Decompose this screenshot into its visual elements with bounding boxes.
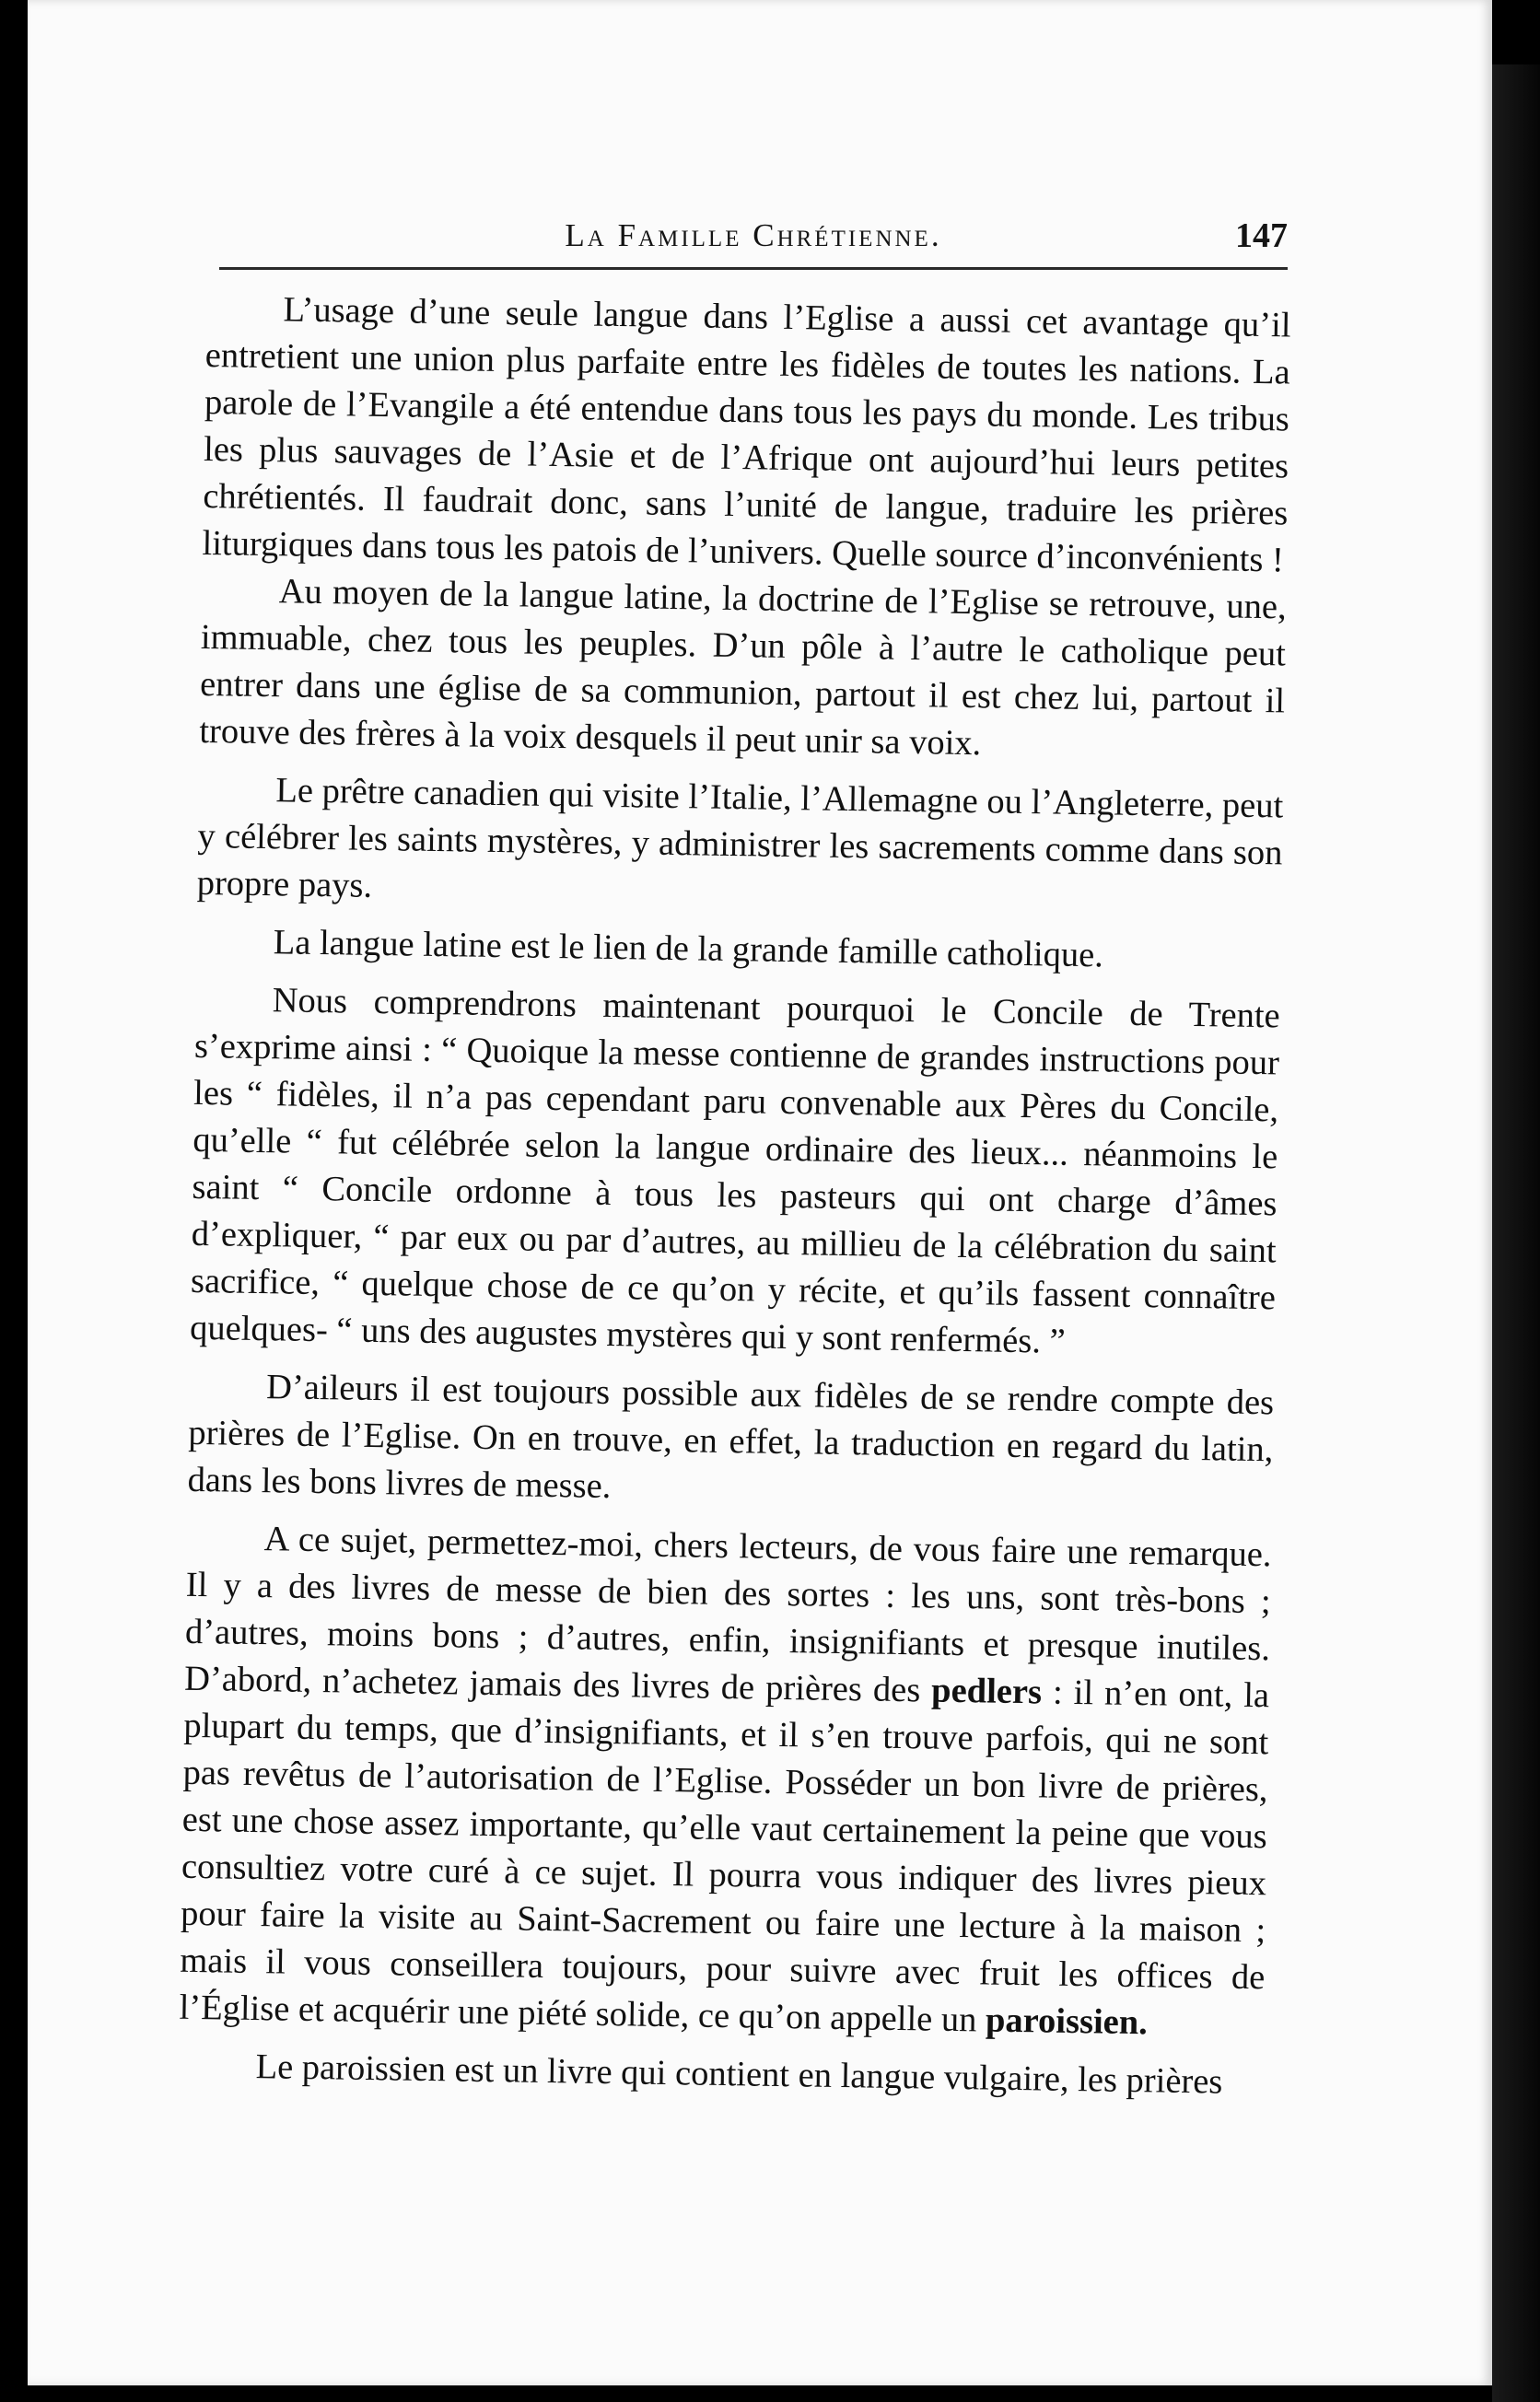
bold-word-pedlers: pedlers	[930, 1671, 1043, 1712]
paragraph-7-part-2: : il n’en ont, la plupart du temps, que d’insignifiants, et il s’en trouve parfois, qui ne sont pas revêtus de l’autorisation de l’Eglise. Posséder un bon livre de prières, est une chose assez importante, qu’elle vaut certainement la peine que vous consultiez votre curé à ce sujet. Il pourra vous indiquer des livres pieux pour faire la visite au Saint-Sacrement ou faire une lecture à la maison ; mais il vous conseillera toujours, pour suivre avec fruit les offices de l’Église et acquérir une piété solide, ce qu’on appelle un	[179, 1673, 1270, 2040]
paragraph-8: Le paroissien est un livre qui contient en langue vulgaire, les prières	[255, 2047, 1223, 2102]
paragraph-2: Au moyen de la langue latine, la doctrine de l’Eglise se retrouve, une, immuable, chez tous les peuples. D’un pôle à l’autre le catholique peut entrer dans une église de sa communion, partout il est chez lui, partout il trouve des frères à la voix desquels il peut unir sa voix.	[199, 572, 1287, 764]
body-text	[178, 286, 1291, 2106]
page-number: 147	[1235, 216, 1288, 255]
bold-word-paroissien: paroissien.	[985, 2000, 1149, 2043]
paragraph-7	[179, 1515, 1272, 2048]
paragraph-5-council-quote: Nous comprendrons maintenant pourquoi le Concile de Trente s’exprime ainsi : “ Quoique la messe contienne de grandes instructions pour les “ fidèles, il n’a pas cependant paru convenable aux Pères du Concile, qu’elle “ fut célébrée selon la langue ordinaire des lieux... néanmoins le saint “ Concile ordonne à tous les pasteurs qui ont charge d’âmes d’expliquer, “ par eux ou par d’autres, au millieu de la célébration du saint sacrifice, “ quelque chose de ce qu’on y récite, et qu’ils fassent connaître quelques- “ uns des augustes mystères qui y sont renfermés. ”	[189, 981, 1281, 1361]
paragraph-3: Le prêtre canadien qui visite l’Italie, l’Allemagne ou l’Angleterre, peut y célébrer les saints mystères, y administrer les sacrements comme dans son propre pays.	[196, 771, 1284, 905]
paragraph-4: La langue latine est le lien de la grande famille catholique.	[273, 923, 1104, 975]
paragraph-1: L’usage d’une seule langue dans l’Eglise a aussi cet avantage qu’il entretient une union plus parfaite entre les fidèles de toutes les nations. La parole de l’Evangile a été entendue dans tous les pays du monde. Les tribus les plus sauvages de l’Asie et de l’Afrique ont aujourd’hui leurs petites chrétientés. Il faudrait donc, sans l’unité de langue, traduire les prières liturgiques dans tous les patois de l’univers. Quelle source d’inconvénients !	[202, 290, 1291, 580]
running-title: La Famille Chrétienne.	[565, 217, 942, 253]
paragraph-7-part-1: A ce sujet, permettez-moi, chers lecteurs, de vous faire une remarque. Il y a des livres de messe de bien des sortes : les uns, sont très-bons ; d’autres, moins bons ; d’autres, enfin, insignifiants et presque inutiles. D’abord, n’achetez jamais des livres de prières des	[183, 1520, 1272, 1710]
paragraph-6: D’aileurs il est toujours possible aux fidèles de se rendre compte des prières de l’Eglise. On en trouve, en effet, la traduction en regard du latin, dans les bons livres de messe.	[187, 1368, 1275, 1507]
header-rule	[219, 267, 1288, 270]
page-edge-shadow	[1492, 64, 1540, 2402]
